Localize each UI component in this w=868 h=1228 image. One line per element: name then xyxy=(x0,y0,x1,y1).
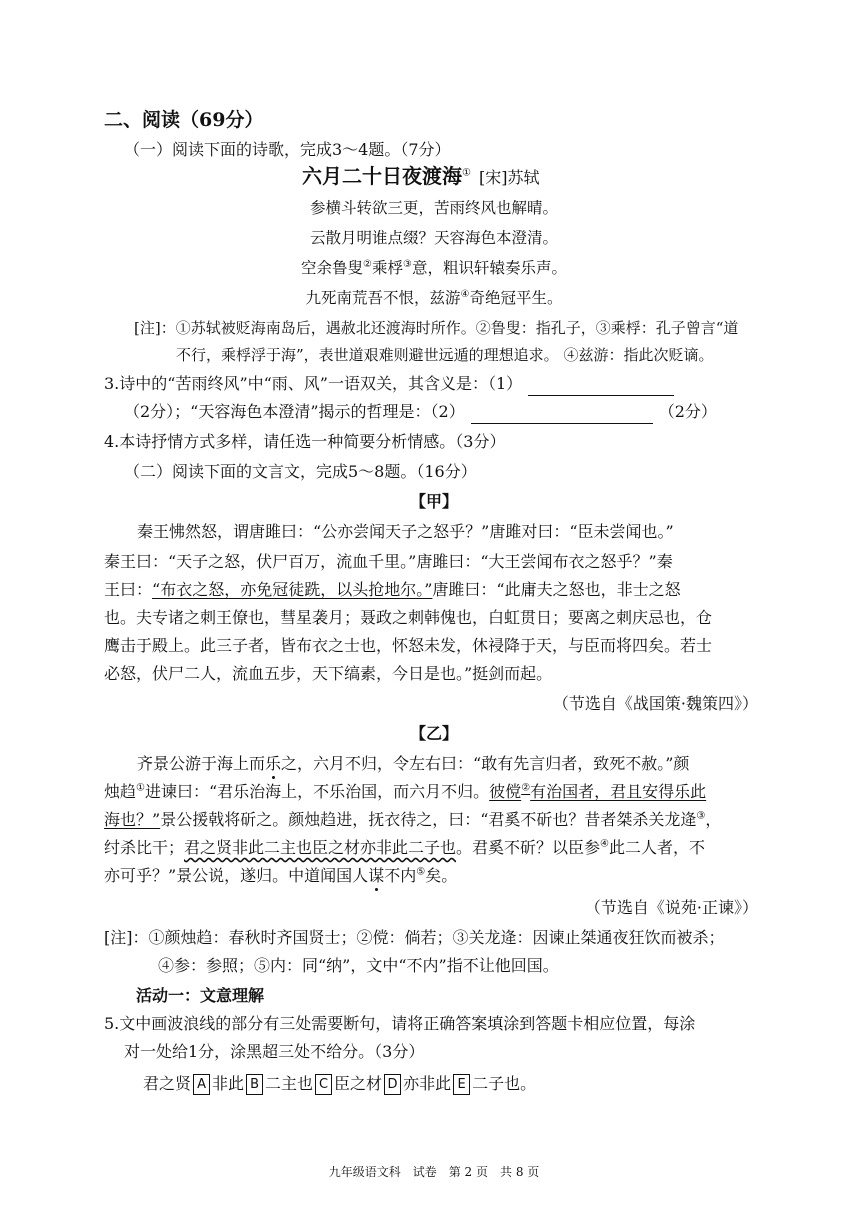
yi-line-5-b: 不内 xyxy=(384,866,417,885)
poem-line-1: 参横斗转欲三更，苦雨终风也解晴。 xyxy=(309,199,558,217)
jia-heading: 【甲】 xyxy=(409,492,458,511)
option-box-c[interactable]: C xyxy=(315,1074,332,1095)
yi-line-1-b: 之，六月不归，令左右曰：“敢有先言归者，致死不赦。”颜 xyxy=(281,754,690,773)
poem-note-2: 不行，乘桴浮于海”，表世道艰难则避世远遁的理想追求。 ④兹游：指此次贬谪。 xyxy=(176,346,714,364)
footnote-mark: ③ xyxy=(403,258,412,270)
poem-line-4-a: 九死南荒吾不恨，兹游 xyxy=(305,289,461,307)
question-3-score: （2分） xyxy=(658,402,717,421)
jia-line-1: 秦王怫然怒，谓唐雎曰：“公亦尝闻天子之怒乎？”唐雎对曰：“臣未尝闻也。” xyxy=(137,522,674,541)
poem-line-3-b: 乘桴 xyxy=(371,259,403,277)
jia-line-3-b: 唐雎曰：“此庸夫之怒也，非士之怒 xyxy=(432,580,681,599)
poem-title-footnote: ① xyxy=(462,167,471,179)
segment: 君之贤 xyxy=(143,1074,192,1093)
footnote-mark: ① xyxy=(136,782,145,794)
answer-blank-1[interactable] xyxy=(528,379,674,396)
yi-line-5-c: 矣。 xyxy=(425,866,458,885)
section-title: 二、阅读（69分） xyxy=(104,109,264,131)
yi-source: （节选自《说苑·正谏》） xyxy=(584,898,758,917)
poem-note-1: [注]：①苏轼被贬海南岛后，遇赦北还渡海时所作。②鲁叟：指孔子，③乘桴：孔子曾言“道 xyxy=(134,319,739,337)
segment: 非此 xyxy=(212,1074,245,1093)
yi-line-4 xyxy=(104,836,705,860)
segment: 亦非此 xyxy=(403,1074,452,1093)
jia-line-2: 秦王曰：“天子之怒，伏尸百万，流血千里。”唐雎曰：“大王尝闻布衣之怒乎？”秦 xyxy=(104,552,673,571)
footnote-mark: ⑤ xyxy=(416,866,426,878)
question-3-line-1 xyxy=(104,372,674,396)
question-3-text-2: （2分）；“天容海色本澄清”揭示的哲理是：（2） xyxy=(124,402,465,421)
yi-line-3-b: 景公援戟将斫之。颜烛趋进，抚衣待之，曰：“君奚不斫也？昔者桀杀关龙逄 xyxy=(160,810,697,829)
page-footer: 九年级语文科 试卷 第 2 页 共 8 页 xyxy=(328,1165,540,1179)
question-3-text: 3.诗中的“苦雨终风”中“雨、风”一语双关，其含义是：（1） xyxy=(104,374,523,393)
footnote-mark: ② xyxy=(521,782,531,794)
poem-line-3-c: 意，粗识轩辕奏乐声。 xyxy=(411,259,567,277)
option-box-b[interactable]: B xyxy=(246,1074,263,1095)
yi-line-4-a: 纣杀比干； xyxy=(104,838,185,857)
jia-underlined-sentence: “布衣之怒，亦免冠徒跣，以头抢地尔。” xyxy=(152,580,433,599)
question-5-line-2: 对一处给1分，涂黑超三处不给分。（3分） xyxy=(124,1042,425,1061)
activity-1-heading: 活动一：文意理解 xyxy=(136,986,265,1005)
question-4: 4.本诗抒情方式多样，请任选一种简要分析情感。（3分） xyxy=(104,432,506,451)
yi-note-1: [注]：①颜烛趋：春秋时齐国贤士；②傥：倘若；③关龙逄：因谏止桀通夜狂饮而被杀； xyxy=(104,928,725,947)
yi-line-2-a: 烛趋 xyxy=(104,782,137,801)
jia-line-3 xyxy=(104,578,681,602)
yi-line-4-c: 此二人者，不 xyxy=(609,838,706,857)
dotted-char: 谋 xyxy=(368,866,385,885)
segment: 二主也 xyxy=(265,1074,314,1093)
poem-line-4 xyxy=(0,286,868,310)
jia-line-6: 必怒，伏尸二人，流血五步，天下缟素，今日是也。”挺剑而起。 xyxy=(104,664,553,683)
poem-line-3 xyxy=(0,256,868,280)
option-box-a[interactable]: A xyxy=(193,1074,210,1095)
yi-line-2-b: 进谏曰：“君乐治海上，不乐治国，而六月不归。 xyxy=(144,782,490,801)
poem-title-text: 六月二十日夜渡海 xyxy=(302,164,462,188)
footnote-mark: ④ xyxy=(600,838,610,850)
jia-line-4: 也。夫专诸之刺王僚也，彗星袭月；聂政之刺韩傀也，白虹贯日；要离之刺庆忌也，仓 xyxy=(104,608,713,627)
yi-underlined-sentence-b: 有治国者，君且安得乐此 xyxy=(530,782,707,801)
yi-line-5-a: 亦可乎？”景公说，遂归。中道闻国人 xyxy=(104,866,369,885)
option-box-d[interactable]: D xyxy=(384,1074,401,1095)
poem-author: [宋]苏轼 xyxy=(478,168,540,187)
part2-intro: （二）阅读下面的文言文，完成5～8题。（16分） xyxy=(124,462,477,481)
part1-intro: （一）阅读下面的诗歌，完成3～4题。（7分） xyxy=(124,140,451,159)
yi-line-2 xyxy=(104,780,706,804)
poem-line-4-b: 奇绝冠平生。 xyxy=(469,289,563,307)
yi-underlined-sentence-a: 彼傥 xyxy=(489,782,522,801)
question-5-line-1: 5.文中画波浪线的部分有三处需要断句，请将正确答案填涂到答题卡相应位置，每涂 xyxy=(104,1014,696,1033)
poem-line-2: 云散月明谁点缀？天容海色本澄清。 xyxy=(309,229,558,247)
jia-line-5: 鹰击于殿上。此三子者，皆布衣之士也，怀怒未发，休祲降于天，与臣而将四矣。若士 xyxy=(104,636,713,655)
option-box-e[interactable]: E xyxy=(453,1074,470,1095)
yi-line-1 xyxy=(137,752,689,776)
footnote-mark: ② xyxy=(363,258,372,270)
wavy-underlined-sentence: 君之贤非此二主也臣之材亦非此二子也 xyxy=(184,838,457,857)
yi-heading: 【乙】 xyxy=(409,724,458,743)
footnote-mark: ③ xyxy=(696,810,706,822)
question-5-segments xyxy=(143,1072,536,1096)
yi-line-3-c: ， xyxy=(705,810,722,829)
footnote-mark: ④ xyxy=(460,288,470,300)
dotted-char: 乐 xyxy=(265,754,282,773)
poem-line-3-a: 空余鲁叟 xyxy=(301,259,364,277)
yi-underlined-sentence-c: 海也？” xyxy=(104,810,161,829)
answer-blank-2[interactable] xyxy=(471,407,653,424)
yi-line-5 xyxy=(104,864,457,888)
segment: 臣之材 xyxy=(334,1074,383,1093)
yi-note-2: ④参：参照；⑤内：同“纳”，文中“不内”指不让他回国。 xyxy=(158,956,559,975)
segment: 二子也。 xyxy=(472,1074,537,1093)
yi-line-3 xyxy=(104,808,721,832)
question-3-line-2 xyxy=(124,400,717,424)
yi-line-4-b: 。君奚不斫？以臣参 xyxy=(456,838,601,857)
jia-line-3-a: 王曰： xyxy=(104,580,153,599)
jia-source: （节选自《战国策·魏策四》） xyxy=(552,694,758,713)
poem-title xyxy=(302,164,539,190)
yi-line-1-a: 齐景公游于海上而 xyxy=(137,754,266,773)
